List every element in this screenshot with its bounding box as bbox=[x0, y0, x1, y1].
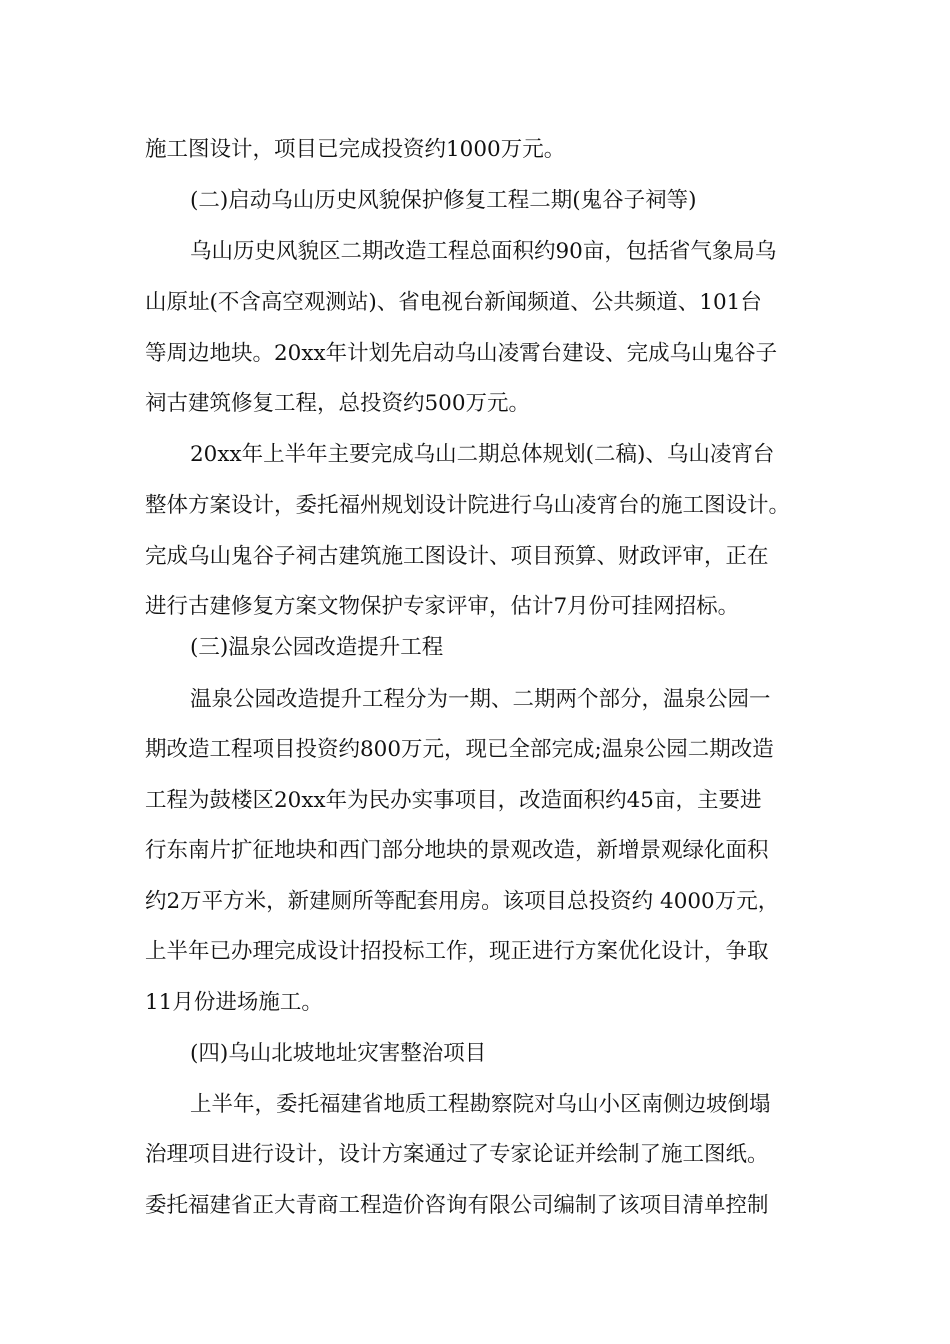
text-line: 整体方案设计，委托福州规划设计院进行乌山凌宵台的施工图设计。 bbox=[145, 493, 791, 518]
text-line: 进行古建修复方案文物保护专家评审，估计7月份可挂网招标。 bbox=[145, 594, 740, 619]
section-heading: (二)启动乌山历史风貌保护修复工程二期(鬼谷子祠等) bbox=[190, 188, 697, 213]
text-line: 祠古建筑修复工程，总投资约500万元。 bbox=[145, 391, 531, 416]
text-line: 上半年已办理完成设计招投标工作，现正进行方案优化设计，争取 bbox=[145, 939, 769, 964]
text-line: 温泉公园改造提升工程分为一期、二期两个部分，温泉公园一 bbox=[190, 687, 771, 712]
text-line: 委托福建省正大青商工程造价咨询有限公司编制了该项目清单控制 bbox=[145, 1193, 769, 1218]
section-heading: (四)乌山北坡地址灾害整治项目 bbox=[190, 1041, 487, 1066]
text-line: 上半年，委托福建省地质工程勘察院对乌山小区南侧边坡倒塌 bbox=[190, 1092, 771, 1117]
text-line: 约2万平方米，新建厕所等配套用房。该项目总投资约 4000万元， bbox=[145, 889, 780, 914]
text-line: 施工图设计，项目已完成投资约1000万元。 bbox=[145, 137, 566, 162]
text-line: 20xx年上半年主要完成乌山二期总体规划(二稿)、乌山凌宵台 bbox=[190, 442, 775, 467]
text-line: 治理项目进行设计，设计方案通过了专家论证并绘制了施工图纸。 bbox=[145, 1142, 769, 1167]
text-line: 等周边地块。20xx年计划先启动乌山凌霄台建设、完成乌山鬼谷子 bbox=[145, 341, 778, 366]
text-line: 期改造工程项目投资约800万元，现已全部完成;温泉公园二期改造 bbox=[145, 737, 774, 762]
text-line: 乌山历史风貌区二期改造工程总面积约90亩，包括省气象局乌 bbox=[190, 239, 777, 264]
text-line: 行东南片扩征地块和西门部分地块的景观改造，新增景观绿化面积 bbox=[145, 838, 769, 863]
section-heading: (三)温泉公园改造提升工程 bbox=[190, 635, 444, 660]
text-line: 11月份进场施工。 bbox=[145, 990, 323, 1015]
text-line: 工程为鼓楼区20xx年为民办实事项目，改造面积约45亩，主要进 bbox=[145, 788, 762, 813]
text-line: 完成乌山鬼谷子祠古建筑施工图设计、项目预算、财政评审，正在 bbox=[145, 544, 769, 569]
text-line: 山原址(不含高空观测站)、省电视台新闻频道、公共频道、101台 bbox=[145, 290, 762, 315]
